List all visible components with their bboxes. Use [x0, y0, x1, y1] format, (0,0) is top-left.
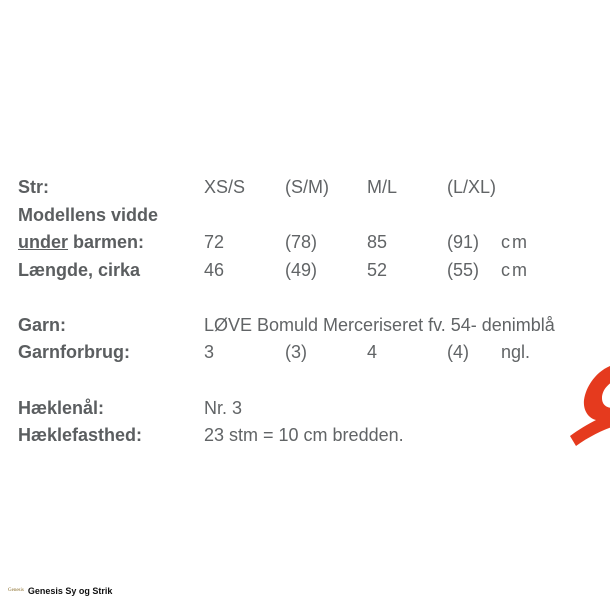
footer-brand: Genesis Sy og Strik — [27, 586, 113, 596]
width-label-underlined: under — [18, 232, 69, 252]
yarn-label: Garn: — [18, 315, 67, 335]
width-label-rest: barmen: — [68, 232, 145, 252]
length-label: Længde, cirka — [18, 260, 141, 280]
length-unit: cm — [501, 260, 529, 280]
length-value-m-l: 52 — [367, 260, 388, 280]
size-s-m: (S/M) — [285, 177, 329, 197]
yarn-usage-label: Garnforbrug: — [18, 342, 130, 362]
width-unit: cm — [501, 232, 529, 252]
width-label-line2 — [18, 231, 144, 253]
length-value-s-m: (49) — [285, 260, 318, 280]
width-value-l-xl: (91) — [447, 232, 480, 252]
hook-label: Hæklenål: — [18, 398, 105, 418]
gauge-label: Hæklefasthed: — [18, 425, 143, 445]
width-label-line1: Modellens vidde — [18, 205, 159, 225]
size-l-xl: (L/XL) — [447, 177, 497, 197]
width-value-m-l: 85 — [367, 232, 388, 252]
yarn-usage-l-xl: (4) — [447, 342, 469, 362]
red-brand-mark-icon — [566, 362, 610, 446]
footer — [8, 584, 112, 598]
yarn-usage-s-m: (3) — [285, 342, 307, 362]
width-value-xs-s: 72 — [204, 232, 225, 252]
width-value-s-m: (78) — [285, 232, 318, 252]
yarn-usage-xs-s: 3 — [204, 342, 215, 362]
size-xs-s: XS/S — [204, 177, 246, 197]
hook-value: Nr. 3 — [204, 398, 243, 418]
yarn-usage-m-l: 4 — [367, 342, 378, 362]
footer-logo: Genesis — [8, 588, 24, 593]
gauge-value: 23 stm = 10 cm bredden. — [204, 425, 404, 445]
yarn-usage-unit: ngl. — [501, 342, 531, 362]
length-value-xs-s: 46 — [204, 260, 225, 280]
yarn-value: LØVE Bomuld Merceriseret fv. 54- denimblå — [204, 315, 555, 335]
length-value-l-xl: (55) — [447, 260, 480, 280]
sizes-label: Str: — [18, 177, 49, 197]
size-m-l: M/L — [367, 177, 398, 197]
